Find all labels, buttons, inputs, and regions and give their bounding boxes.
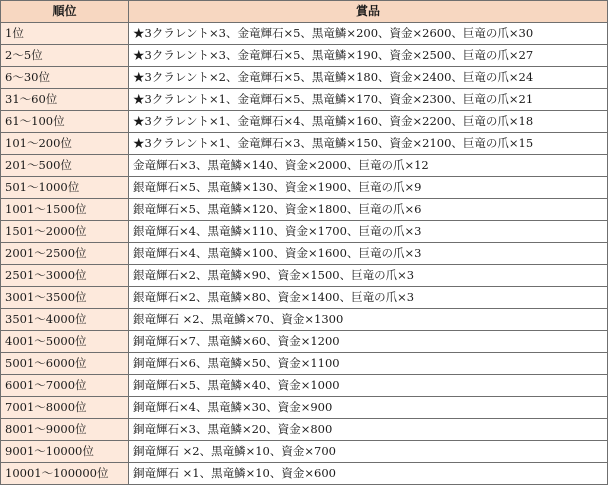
reward-cell: ★3クラレント×1、金竜輝石×3、黒竜鱗×150、資金×2100、巨竜の爪×15 — [129, 133, 608, 155]
table-row — [1, 155, 608, 177]
reward-cell: 銀竜輝石×4、黒竜鱗×100、資金×1600、巨竜の爪×3 — [129, 243, 608, 265]
rank-cell: 1001～1500位 — [1, 199, 129, 221]
rank-cell: 1501～2000位 — [1, 221, 129, 243]
table-row — [1, 67, 608, 89]
rank-cell: 2～5位 — [1, 45, 129, 67]
rank-cell: 2001～2500位 — [1, 243, 129, 265]
table-row — [1, 177, 608, 199]
table-row — [1, 397, 608, 419]
rank-cell: 201～500位 — [1, 155, 129, 177]
reward-column-header: 賞品 — [129, 1, 608, 23]
rank-cell: 8001～9000位 — [1, 419, 129, 441]
reward-cell: 銀竜輝石×5、黒竜鱗×120、資金×1800、巨竜の爪×6 — [129, 199, 608, 221]
table-row — [1, 243, 608, 265]
rank-cell: 3501～4000位 — [1, 309, 129, 331]
rank-cell: 1位 — [1, 23, 129, 45]
reward-cell: ★3クラレント×3、金竜輝石×5、黒竜鱗×200、資金×2600、巨竜の爪×30 — [129, 23, 608, 45]
rank-cell: 9001～10000位 — [1, 441, 129, 463]
rank-cell: 10001～100000位 — [1, 463, 129, 485]
table-row — [1, 89, 608, 111]
rank-column-header: 順位 — [1, 1, 129, 23]
table-row — [1, 419, 608, 441]
rank-cell: 5001～6000位 — [1, 353, 129, 375]
table-row — [1, 463, 608, 485]
rank-cell: 4001～5000位 — [1, 331, 129, 353]
reward-cell: 銀竜輝石×5、黒竜鱗×130、資金×1900、巨竜の爪×9 — [129, 177, 608, 199]
table-header-row — [1, 1, 608, 23]
rank-cell: 101～200位 — [1, 133, 129, 155]
rank-cell: 2501～3000位 — [1, 265, 129, 287]
table-row — [1, 45, 608, 67]
table-row — [1, 111, 608, 133]
table-row — [1, 375, 608, 397]
reward-cell: 銅竜輝石×5、黒竜鱗×40、資金×1000 — [129, 375, 608, 397]
rank-cell: 7001～8000位 — [1, 397, 129, 419]
reward-cell: 銀竜輝石×4、黒竜鱗×110、資金×1700、巨竜の爪×3 — [129, 221, 608, 243]
table-row — [1, 133, 608, 155]
reward-cell: 金竜輝石×3、黒竜鱗×140、資金×2000、巨竜の爪×12 — [129, 155, 608, 177]
reward-cell: ★3クラレント×1、金竜輝石×5、黒竜鱗×170、資金×2300、巨竜の爪×21 — [129, 89, 608, 111]
reward-cell: 銀竜輝石×2、黒竜鱗×90、資金×1500、巨竜の爪×3 — [129, 265, 608, 287]
reward-cell: 銅竜輝石×3、黒竜鱗×20、資金×800 — [129, 419, 608, 441]
table-row — [1, 331, 608, 353]
reward-cell: ★3クラレント×2、金竜輝石×5、黒竜鱗×180、資金×2400、巨竜の爪×24 — [129, 67, 608, 89]
rank-cell: 6～30位 — [1, 67, 129, 89]
table-row — [1, 353, 608, 375]
reward-cell: 銅竜輝石 ×2、黒竜鱗×10、資金×700 — [129, 441, 608, 463]
reward-cell: 銅竜輝石×7、黒竜鱗×60、資金×1200 — [129, 331, 608, 353]
reward-cell: 銅竜輝石 ×1、黒竜鱗×10、資金×600 — [129, 463, 608, 485]
table-row — [1, 265, 608, 287]
reward-cell: 銅竜輝石×4、黒竜鱗×30、資金×900 — [129, 397, 608, 419]
table-row — [1, 199, 608, 221]
reward-cell: ★3クラレント×3、金竜輝石×5、黒竜鱗×190、資金×2500、巨竜の爪×27 — [129, 45, 608, 67]
reward-cell: 銀竜輝石×2、黒竜鱗×80、資金×1400、巨竜の爪×3 — [129, 287, 608, 309]
rank-cell: 61～100位 — [1, 111, 129, 133]
reward-cell: ★3クラレント×1、金竜輝石×4、黒竜鱗×160、資金×2200、巨竜の爪×18 — [129, 111, 608, 133]
table-row — [1, 287, 608, 309]
reward-cell: 銅竜輝石×6、黒竜鱗×50、資金×1100 — [129, 353, 608, 375]
table-row — [1, 221, 608, 243]
table-row — [1, 309, 608, 331]
rank-cell: 31～60位 — [1, 89, 129, 111]
rank-cell: 501～1000位 — [1, 177, 129, 199]
rank-cell: 3001～3500位 — [1, 287, 129, 309]
reward-cell: 銀竜輝石 ×2、黒竜鱗×70、資金×1300 — [129, 309, 608, 331]
rank-cell: 6001～7000位 — [1, 375, 129, 397]
table-row — [1, 441, 608, 463]
table-row — [1, 23, 608, 45]
